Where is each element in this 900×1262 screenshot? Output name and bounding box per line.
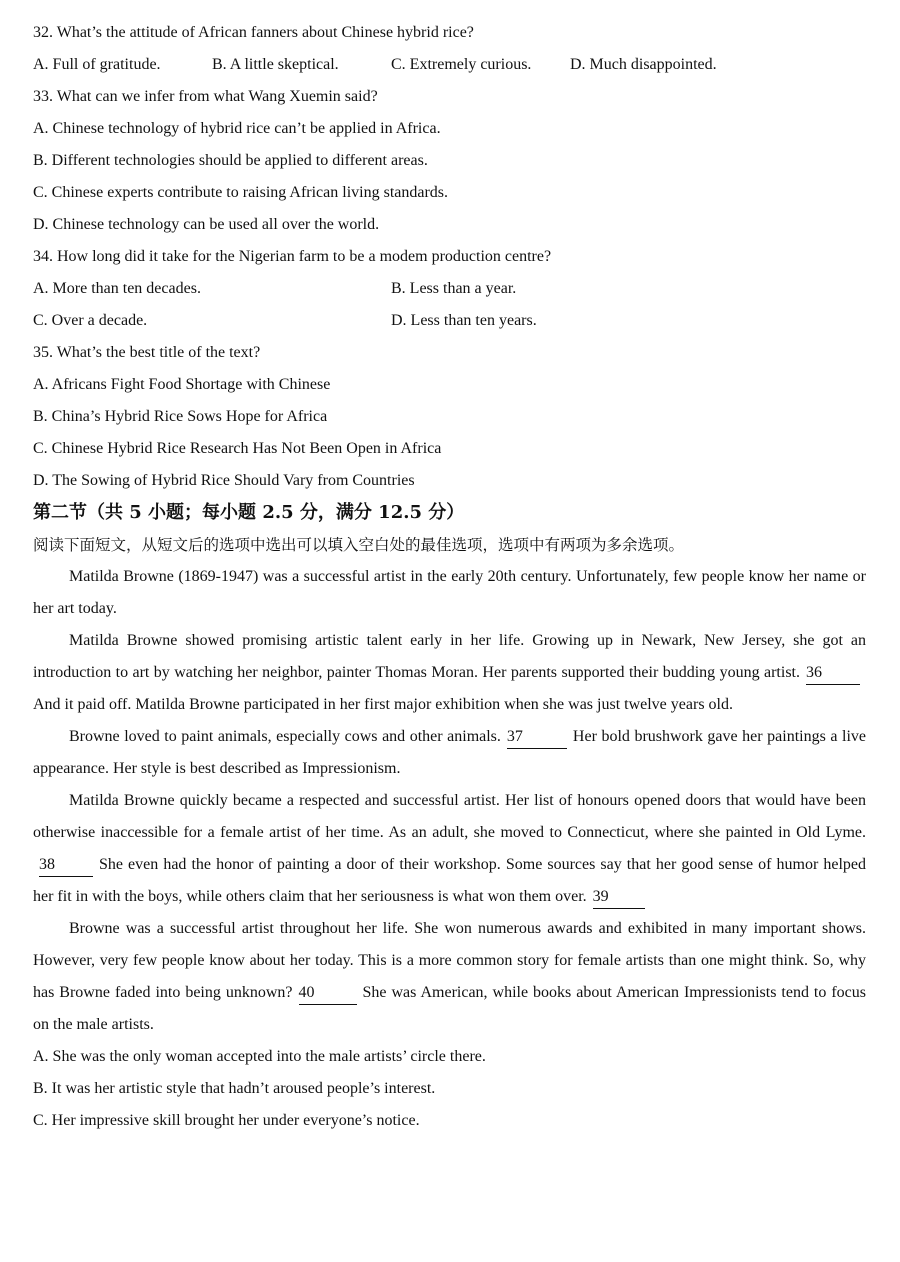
question-34-options-row1 [33, 273, 866, 305]
paragraph-4 [33, 785, 866, 913]
paragraph-3-text-b: Her bold brushwork gave her paintings a live appearance. Her style is best described as Impressionism. [33, 728, 867, 777]
blank-40: 40 [299, 982, 357, 1005]
q34-option-b: B. Less than a year. [391, 280, 517, 297]
paragraph-1: Matilda Browne (1869-1947) was a successful artist in the early 20th century. Unfortunately, few people know her name or her art today. [33, 568, 866, 617]
q33-option-c: C. Chinese experts contribute to raising African living standards. [33, 184, 449, 201]
question-34-options-row2 [33, 305, 866, 337]
q33-option-a: A. Chinese technology of hybrid rice can’t be applied in Africa. [33, 120, 441, 137]
q34-option-a: A. More than ten decades. [33, 280, 201, 297]
question-35-stem: 35. What’s the best title of the text? [33, 344, 261, 361]
question-32-stem: 32. What’s the attitude of African fanners about Chinese hybrid rice? [33, 24, 474, 41]
choice-b: B. It was her artistic style that hadn’t aroused people’s interest. [33, 1080, 436, 1097]
paragraph-4-text-b: She even had the honor of painting a door of their workshop. Some sources say that her good sense of humor helped her fit in with the boys, while others claim that her seriousness is what won them over. [33, 856, 866, 905]
q35-option-b: B. China’s Hybrid Rice Sows Hope for Africa [33, 408, 328, 425]
blank-38: 38 [39, 854, 93, 877]
question-34-stem: 34. How long did it take for the Nigerian farm to be a modem production centre? [33, 248, 552, 265]
exam-page [33, 17, 866, 1137]
choice-c: C. Her impressive skill brought her under everyone’s notice. [33, 1112, 420, 1129]
q33-option-b: B. Different technologies should be applied to different areas. [33, 152, 428, 169]
paragraph-2-text-a: Matilda Browne showed promising artistic talent early in her life. Growing up in Newark, New Jersey, she got an introduction to art by watching her neighbor, painter Thomas Moran. Her parents supported their budding young artist. [33, 632, 866, 681]
question-33-stem: 33. What can we infer from what Wang Xuemin said? [33, 88, 378, 105]
blank-39: 39 [593, 886, 645, 909]
paragraph-4-text-a: Matilda Browne quickly became a respected and successful artist. Her list of honours opened doors that would have been otherwise inaccessible for a female artist of her time. As an adult, she moved to Connecticut, where she painted in Old Lyme. [33, 792, 866, 841]
q34-option-d: D. Less than ten years. [391, 312, 537, 329]
section-instruction: 阅读下面短文，从短文后的选项中选出可以填入空白处的最佳选项，选项中有两项为多余选项。 [33, 536, 685, 554]
q34-option-c: C. Over a decade. [33, 312, 148, 329]
question-32-options [33, 49, 866, 81]
paragraph-2 [33, 625, 866, 721]
paragraph-5-text-a: Browne was a successful artist throughout her life. She won numerous awards and exhibited in many important shows. However, very few people know about her today. This is a more common story for female artists than one might think. So, why has Browne faded into being unknown? [33, 920, 866, 1001]
blank-37: 37 [507, 726, 567, 749]
choice-a: A. She was the only woman accepted into the male artists’ circle there. [33, 1048, 486, 1065]
q32-option-c: C. Extremely curious. [391, 56, 532, 73]
q35-option-d: D. The Sowing of Hybrid Rice Should Vary from Countries [33, 472, 415, 489]
blank-36: 36 [806, 662, 860, 685]
section-heading: 第二节（共 5 小题；每小题 2.5 分，满分 12.5 分） [33, 502, 465, 523]
q35-option-c: C. Chinese Hybrid Rice Research Has Not Been Open in Africa [33, 440, 442, 457]
q32-option-a: A. Full of gratitude. [33, 56, 161, 73]
passage [33, 561, 866, 1041]
q32-option-d: D. Much disappointed. [570, 56, 717, 73]
paragraph-3 [33, 721, 866, 785]
paragraph-5-text-b: She was American, while books about American Impressionists tend to focus on the male artists. [33, 984, 867, 1033]
q33-option-d: D. Chinese technology can be used all over the world. [33, 216, 380, 233]
q32-option-b: B. A little skeptical. [212, 56, 339, 73]
q35-option-a: A. Africans Fight Food Shortage with Chinese [33, 376, 331, 393]
paragraph-3-text-a: Browne loved to paint animals, especially cows and other animals. [69, 728, 501, 745]
paragraph-5 [33, 913, 866, 1041]
paragraph-2-text-b: And it paid off. Matilda Browne participated in her first major exhibition when she was just twelve years old. [33, 696, 733, 713]
